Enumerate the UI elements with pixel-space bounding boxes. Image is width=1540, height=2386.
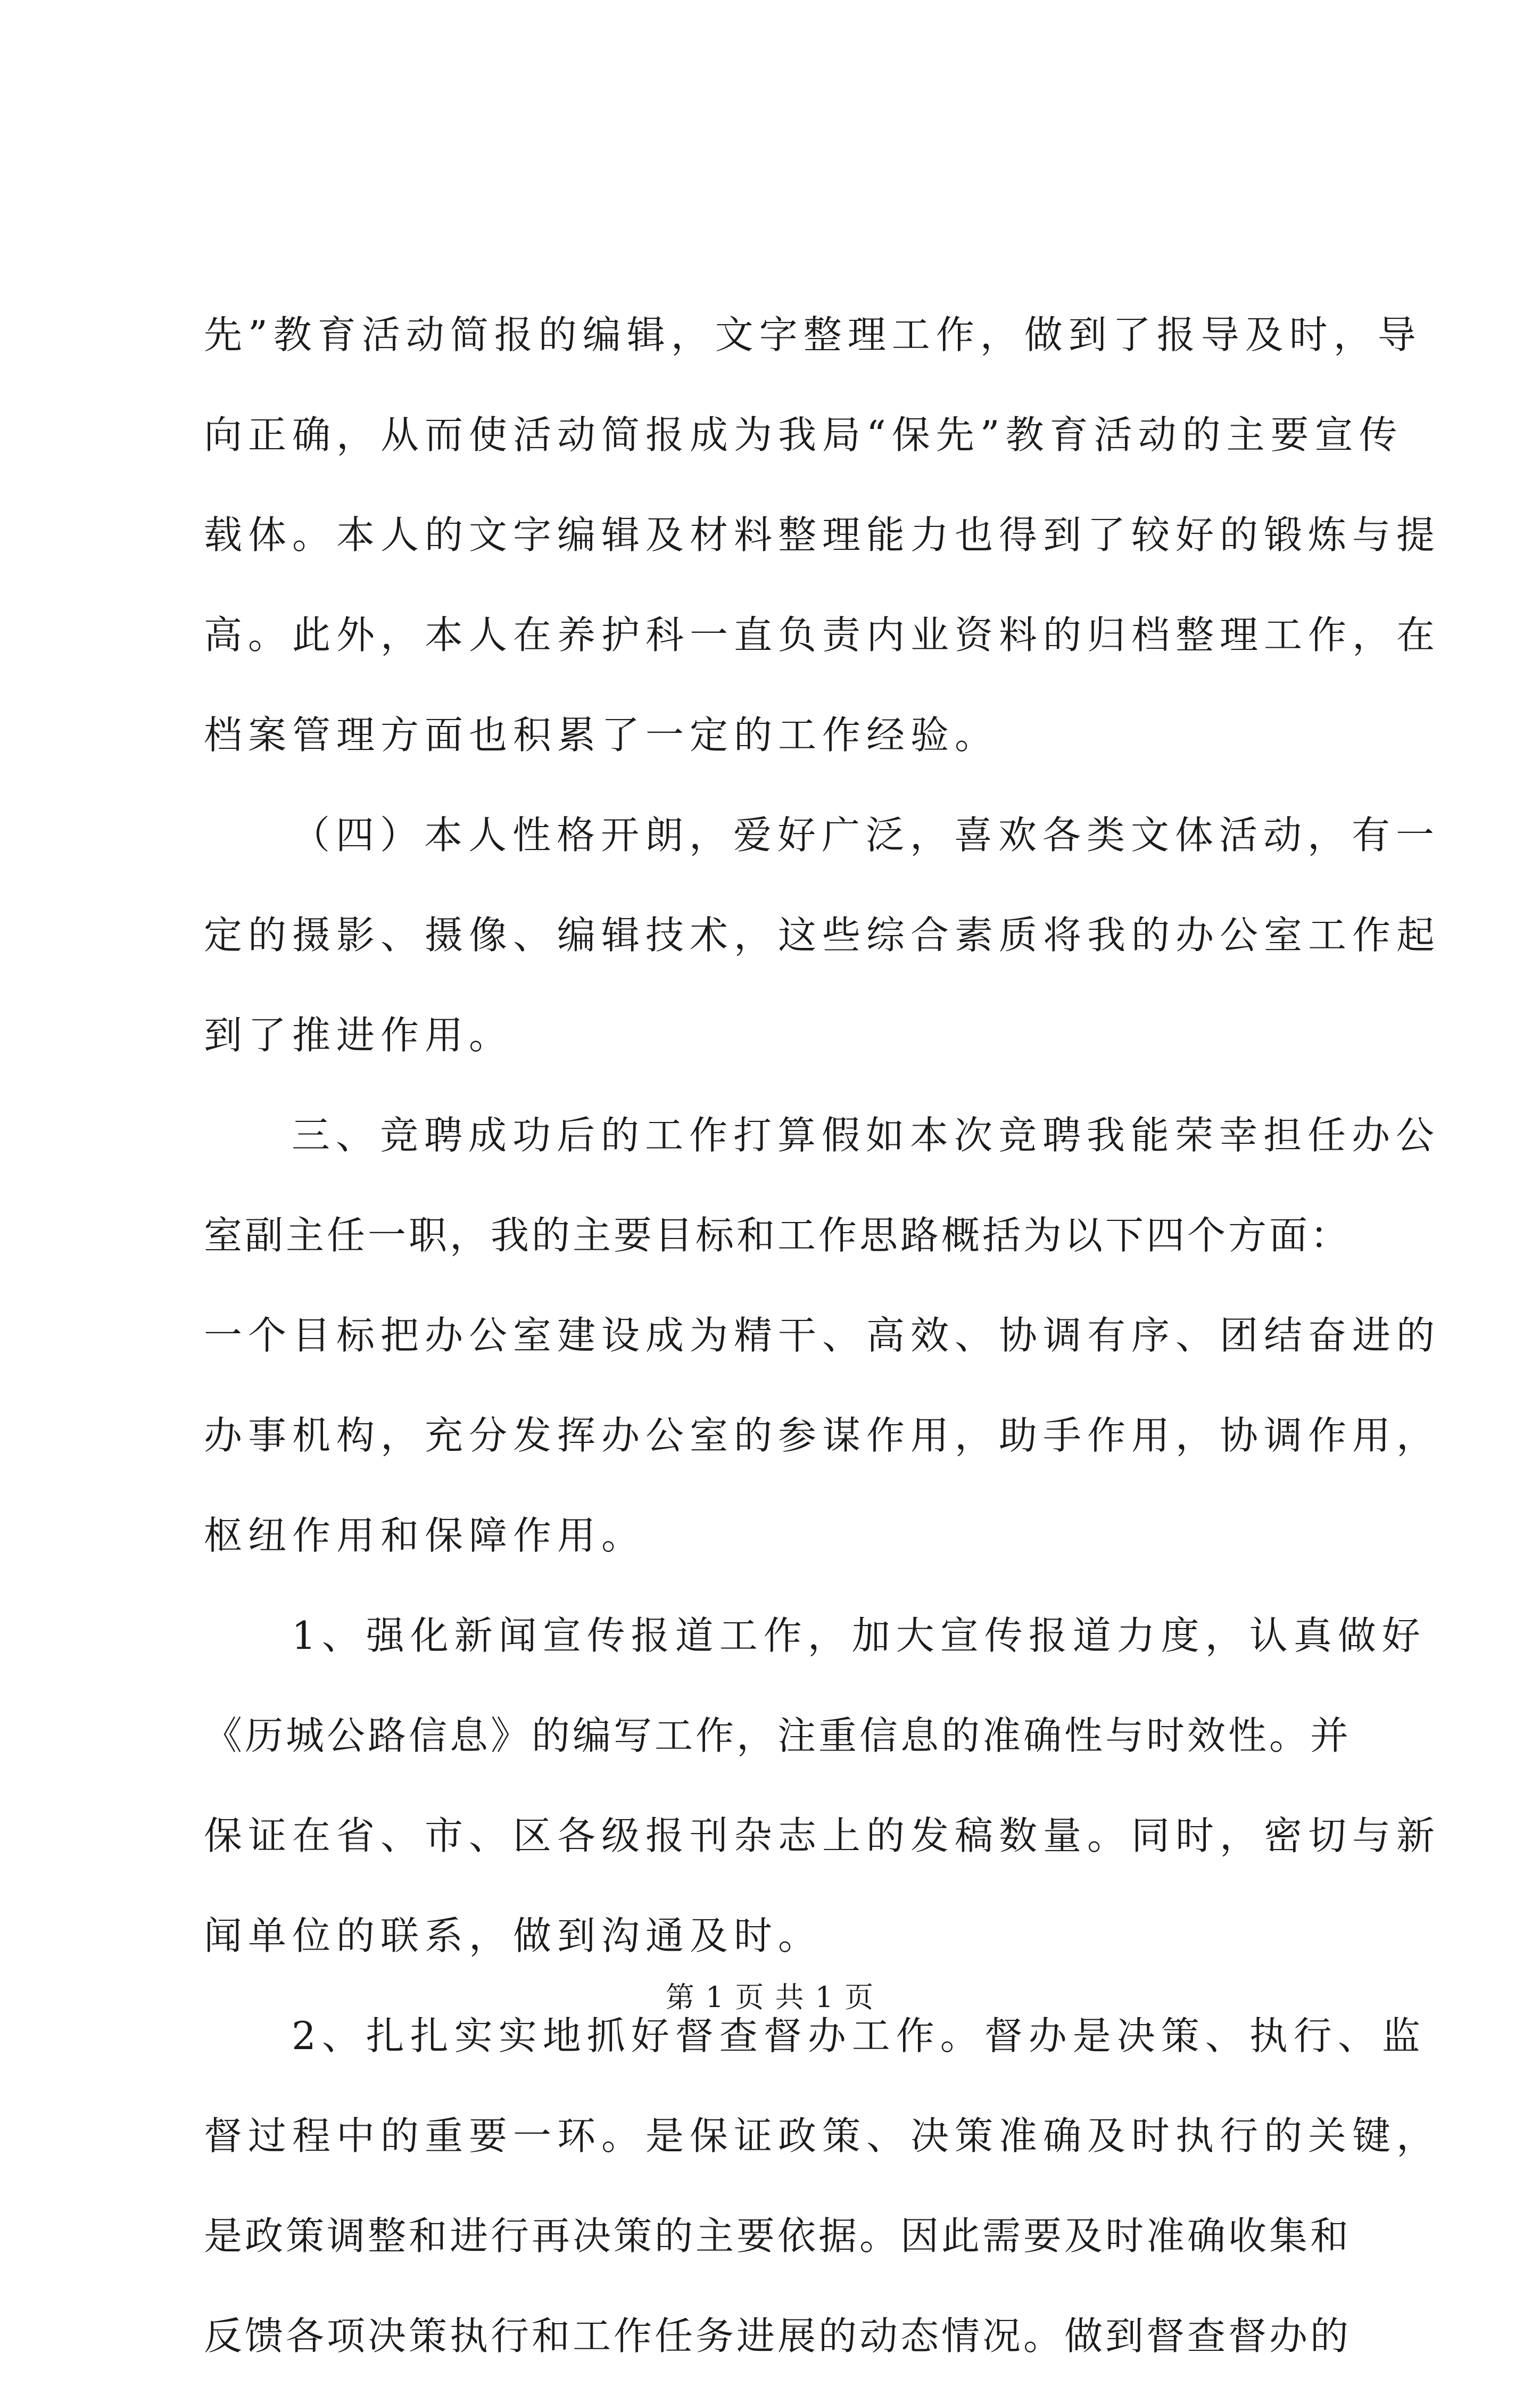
text-line: 一个目标把办公室建设成为精干、高效、协调有序、团结奋进的	[204, 1313, 1441, 1358]
text-line: 办事机构，充分发挥办公室的参谋作用，助手作用，协调作用，	[204, 1413, 1441, 1458]
text-line: 定的摄影、摄像、编辑技术，这些综合素质将我的办公室工作起	[204, 913, 1441, 957]
text-line: 档案管理方面也积累了一定的工作经验。	[204, 713, 999, 757]
text-line: 到了推进作用。	[204, 1013, 514, 1058]
text-line: 《历城公路信息》的编写工作，注重信息的准确性与时效性。并	[204, 1713, 1352, 1758]
text-line: 高。此外，本人在养护科一直负责内业资料的归档整理工作，在	[204, 613, 1441, 657]
paragraph-first-line: 三、竞聘成功后的工作打算假如本次竞聘我能荣幸担任办公	[292, 1113, 1440, 1158]
text-line: 室副主任一职，我的主要目标和工作思路概括为以下四个方面：	[204, 1213, 1352, 1258]
paragraph-first-line: （四）本人性格开朗，爱好广泛，喜欢各类文体活动，有一	[292, 813, 1440, 857]
page-footer: 第 1 页 共 1 页	[665, 1980, 875, 2014]
text-line: 反馈各项决策执行和工作任务进展的动态情况。做到督查督办的	[204, 2314, 1352, 2358]
text-line: 向正确，从而使活动简报成为我局“保先”教育活动的主要宣传	[204, 412, 1403, 457]
text-line: 枢纽作用和保障作用。	[204, 1513, 646, 1558]
text-line: 保证在省、市、区各级报刊杂志上的发稿数量。同时，密切与新	[204, 1813, 1441, 1858]
text-line: 闻单位的联系，做到沟通及时。	[204, 1913, 823, 1958]
text-line: 是政策调整和进行再决策的主要依据。因此需要及时准确收集和	[204, 2214, 1352, 2258]
text-line: 督过程中的重要一环。是保证政策、决策准确及时执行的关键，	[204, 2113, 1441, 2158]
document-body	[204, 285, 1441, 2386]
text-line: 载体。本人的文字编辑及材料整理能力也得到了较好的锻炼与提	[204, 513, 1441, 557]
paragraph-first-line: 2、扎扎实实地抓好督查督办工作。督办是决策、执行、监	[292, 2013, 1426, 2058]
text-line: 先”教育活动简报的编辑，文字整理工作，做到了报导及时，导	[204, 312, 1422, 357]
paragraph-first-line: 1、强化新闻宣传报道工作，加大宣传报道力度，认真做好	[292, 1613, 1426, 1658]
